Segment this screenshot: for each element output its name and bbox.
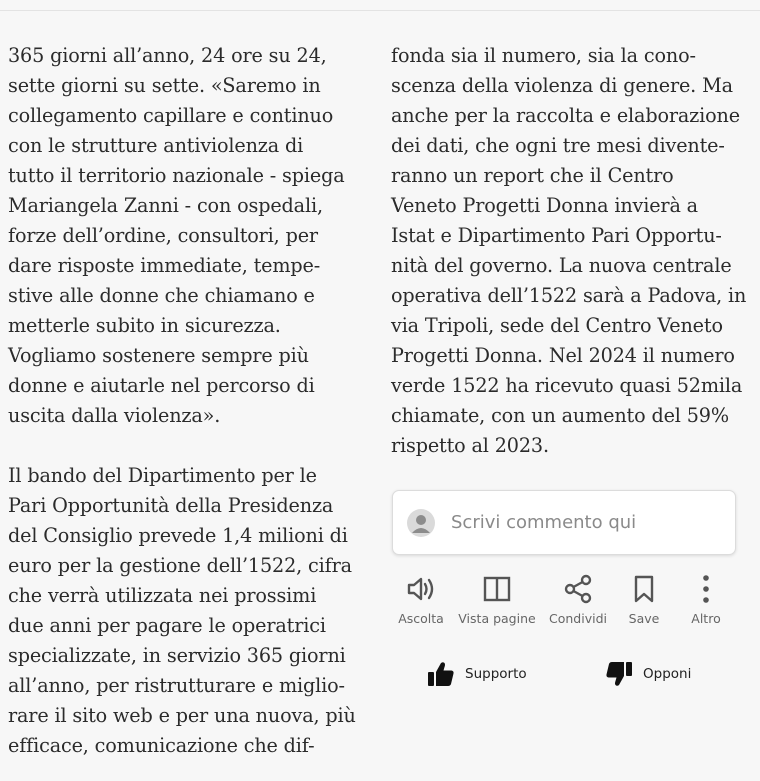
text-line: con le strutture antiviolenza di bbox=[8, 134, 304, 157]
text-line: 365 giorni all’anno, 24 ore su 24, bbox=[8, 44, 327, 67]
page-view-button[interactable] bbox=[457, 573, 537, 626]
text-line: uscita dalla violenza». bbox=[8, 404, 221, 427]
text-line: due anni per pagare le operatrici bbox=[8, 614, 326, 637]
text-line: rispetto al 2023. bbox=[391, 434, 549, 457]
text-line: nità del governo. La nuova centrale bbox=[391, 254, 732, 277]
text-line: specializzate, in servizio 365 giorni bbox=[8, 644, 346, 667]
user-avatar-icon bbox=[407, 509, 435, 537]
text-line: dare risposte immediate, tempe- bbox=[8, 254, 321, 277]
text-line: Vogliamo sostenere sempre più bbox=[8, 344, 309, 367]
more-button[interactable] bbox=[681, 573, 731, 626]
page-view-label: Vista pagine bbox=[458, 611, 536, 626]
more-label: Altro bbox=[691, 611, 721, 626]
text-line: Il bando del Dipartimento per le bbox=[8, 464, 317, 487]
text-line: sette giorni su sette. «Saremo in bbox=[8, 74, 321, 97]
comment-box[interactable] bbox=[392, 490, 736, 555]
text-line: ranno un report che il Centro bbox=[391, 164, 674, 187]
text-line: Mariangela Zanni - con ospedali, bbox=[8, 194, 323, 217]
text-line: Progetti Donna. Nel 2024 il numero bbox=[391, 344, 735, 367]
text-line: fonda sia il numero, sia la cono- bbox=[391, 44, 696, 67]
share-button[interactable] bbox=[547, 573, 609, 626]
text-line: che verrà utilizzata nei prossimi bbox=[8, 584, 317, 607]
text-line: stive alle donne che chiamano e bbox=[8, 284, 315, 307]
listen-label: Ascolta bbox=[398, 611, 444, 626]
text-line: efficace, comunicazione che dif- bbox=[8, 734, 315, 757]
paragraph-gap bbox=[8, 431, 358, 461]
text-line: rare il sito web e per una nuova, più bbox=[8, 704, 356, 727]
article-paragraph bbox=[8, 461, 358, 761]
article-column-right bbox=[391, 41, 747, 461]
text-line: donne e aiutarle nel percorso di bbox=[8, 374, 315, 397]
text-line: scenza della violenza di genere. Ma bbox=[391, 74, 733, 97]
support-button[interactable] bbox=[427, 660, 527, 688]
text-line: verde 1522 ha ricevuto quasi 52mila bbox=[391, 374, 743, 397]
article-toolbar bbox=[391, 573, 736, 633]
text-line: Pari Opportunità della Presidenza bbox=[8, 494, 334, 517]
article-column-left bbox=[8, 41, 358, 761]
speaker-icon bbox=[405, 573, 437, 605]
text-line: forze dell’ordine, consultori, per bbox=[8, 224, 318, 247]
text-line: metterle subito in sicurezza. bbox=[8, 314, 281, 337]
share-icon bbox=[562, 573, 594, 605]
share-label: Condividi bbox=[549, 611, 607, 626]
text-line: del Consiglio prevede 1,4 milioni di bbox=[8, 524, 348, 547]
oppose-label: Opponi bbox=[643, 666, 692, 682]
text-line: chiamate, con un aumento del 59% bbox=[391, 404, 729, 427]
listen-button[interactable] bbox=[391, 573, 451, 626]
save-button[interactable] bbox=[621, 573, 667, 626]
more-vertical-icon bbox=[690, 573, 722, 605]
article-paragraph bbox=[8, 41, 358, 431]
support-label: Supporto bbox=[465, 666, 527, 682]
top-divider bbox=[0, 10, 760, 11]
comment-input[interactable] bbox=[449, 511, 723, 534]
text-line: dei dati, che ogni tre mesi divente- bbox=[391, 134, 725, 157]
text-line: tutto il territorio nazionale - spiega bbox=[8, 164, 345, 187]
thumbs-down-icon bbox=[605, 660, 633, 688]
bookmark-icon bbox=[628, 573, 660, 605]
book-open-icon bbox=[481, 573, 513, 605]
text-line: collegamento capillare e continuo bbox=[8, 104, 334, 127]
text-line: via Tripoli, sede del Centro Veneto bbox=[391, 314, 723, 337]
text-line: Istat e Dipartimento Pari Opportu- bbox=[391, 224, 722, 247]
text-line: operativa dell’1522 sarà a Padova, in bbox=[391, 284, 747, 307]
oppose-button[interactable] bbox=[605, 660, 691, 688]
text-line: anche per la raccolta e elaborazione bbox=[391, 104, 740, 127]
article-paragraph bbox=[391, 41, 747, 461]
save-label: Save bbox=[628, 611, 660, 626]
text-line: Veneto Progetti Donna invierà a bbox=[391, 194, 698, 217]
text-line: all’anno, per ristrutturare e miglio- bbox=[8, 674, 345, 697]
text-line: euro per la gestione dell’1522, cifra bbox=[8, 554, 352, 577]
thumbs-up-icon bbox=[427, 660, 455, 688]
